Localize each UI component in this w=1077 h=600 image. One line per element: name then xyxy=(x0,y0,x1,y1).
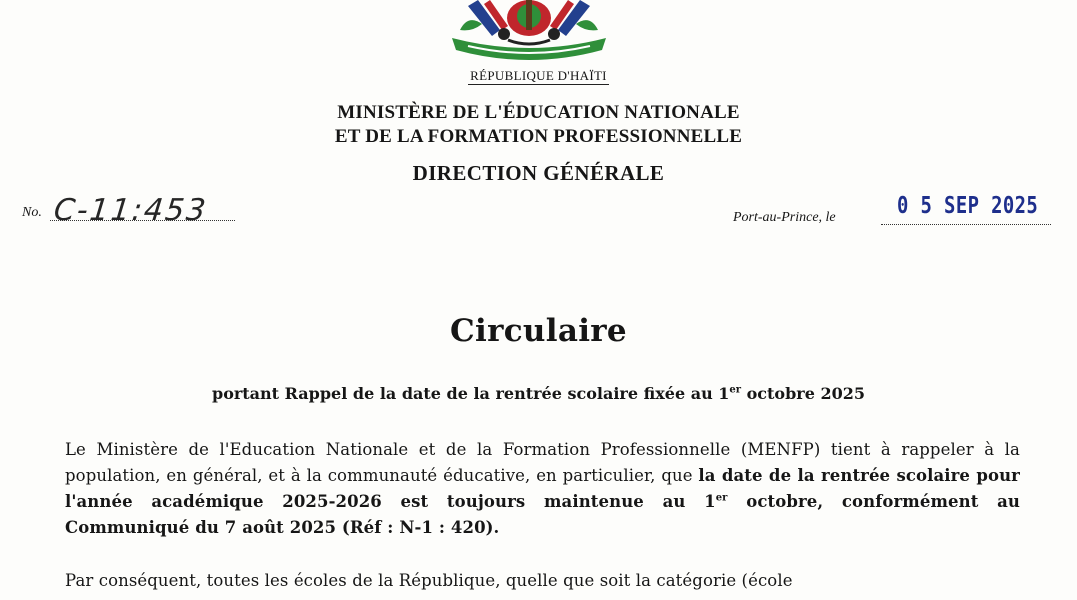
republic-label: RÉPUBLIQUE D'HAÏTI xyxy=(470,68,607,83)
coat-of-arms-icon xyxy=(438,0,620,62)
body-paragraph-2: Par conséquent, toutes les écoles de la République, quelle que soit la catégorie (école xyxy=(65,571,793,590)
direction-heading: DIRECTION GÉNÉRALE xyxy=(412,161,665,185)
subject-text-b: octobre 2025 xyxy=(741,384,865,403)
subject-text-a: portant Rappel de la date de la rentrée scolaire fixée au 1 xyxy=(212,384,730,403)
reference-label: No. xyxy=(22,205,42,220)
document-subject xyxy=(0,384,1077,403)
p1-plain-text: Le Ministère de l'Education Nationale et de la Formation Professionnelle (MENFP) tient à rappeler à la population, en général, et à la communauté éducative, en particulier, que xyxy=(65,440,1020,485)
ministry-heading xyxy=(0,101,1077,149)
p1-superscript: er xyxy=(715,492,728,504)
reference-handwritten-number: C-11:453 xyxy=(52,193,210,228)
date-stamp: 0 5 SEP 2025 xyxy=(897,193,1039,219)
p1-bold-text-b: octobre, conformément au Communiqué du 7 août 2025 (Réf : N-1 : 420). xyxy=(65,492,1020,537)
dateline-label: Port-au-Prince, le xyxy=(733,210,836,225)
document-title: Circulaire xyxy=(450,313,627,349)
ministry-line-1: MINISTÈRE DE L'ÉDUCATION NATIONALE xyxy=(337,102,740,123)
p1-bold-text-a: la date de la rentrée scolaire pour l'année académique 2025-2026 est toujours maintenue au 1 xyxy=(65,466,1020,511)
reference-number xyxy=(22,193,262,233)
body-paragraph-1 xyxy=(65,437,1020,541)
ministry-line-2: ET DE LA FORMATION PROFESSIONNELLE xyxy=(334,126,743,147)
dateline xyxy=(733,193,1053,233)
subject-superscript: er xyxy=(729,384,742,396)
dateline-dotted-line xyxy=(881,224,1051,225)
republic-heading xyxy=(0,68,1077,84)
